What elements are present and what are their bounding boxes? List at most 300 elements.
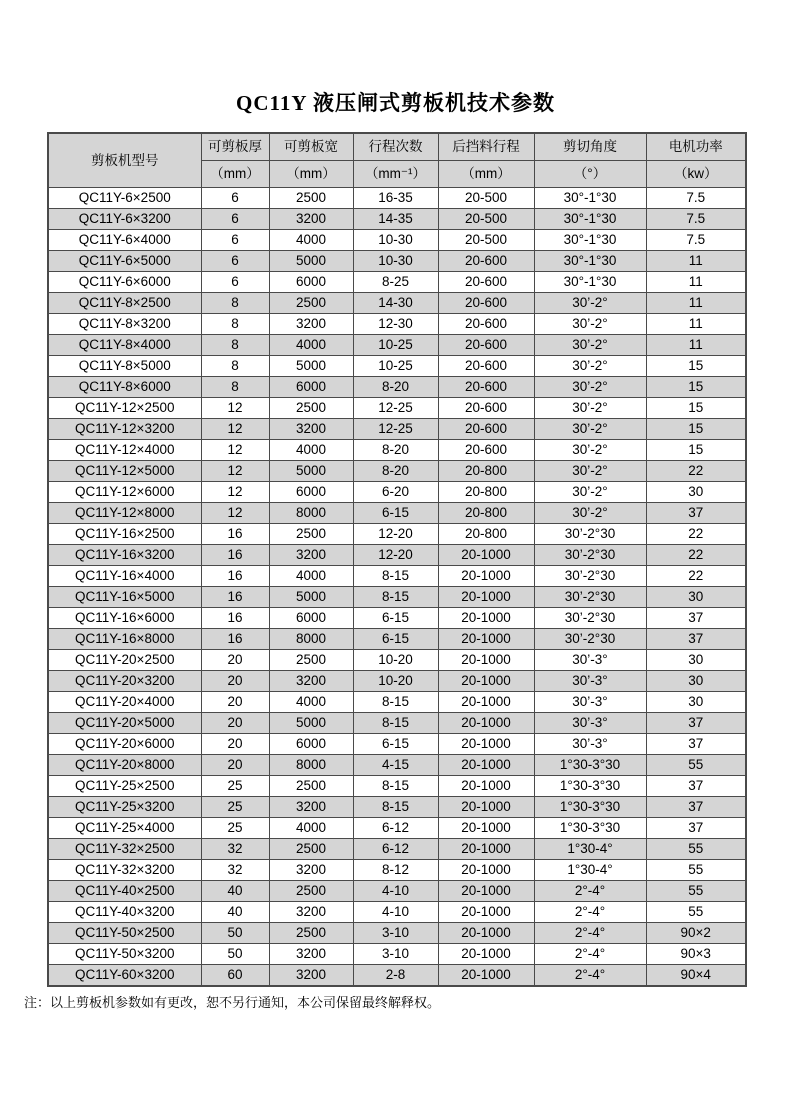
- max-width-cell: 6000: [269, 482, 353, 503]
- stroke-rate-cell: 4-10: [353, 902, 438, 923]
- stroke-rate-cell: 8-15: [353, 692, 438, 713]
- stroke-rate-cell: 8-15: [353, 566, 438, 587]
- model-cell: QC11Y-16×2500: [48, 524, 201, 545]
- stroke-rate-cell: 8-20: [353, 440, 438, 461]
- backgauge-travel-cell: 20-600: [438, 314, 534, 335]
- backgauge-travel-cell: 20-1000: [438, 902, 534, 923]
- motor-power-cell: 7.5: [646, 188, 746, 209]
- motor-power-cell: 22: [646, 461, 746, 482]
- max-width-cell: 2500: [269, 650, 353, 671]
- model-cell: QC11Y-16×5000: [48, 587, 201, 608]
- model-cell: QC11Y-6×6000: [48, 272, 201, 293]
- header-model: 剪板机型号: [48, 133, 201, 188]
- model-cell: QC11Y-12×5000: [48, 461, 201, 482]
- model-cell: QC11Y-16×8000: [48, 629, 201, 650]
- max-width-cell: 2500: [269, 524, 353, 545]
- backgauge-travel-cell: 20-1000: [438, 545, 534, 566]
- max-width-cell: 3200: [269, 965, 353, 987]
- model-cell: QC11Y-8×4000: [48, 335, 201, 356]
- shear-angle-cell: 30’-2°30: [534, 566, 646, 587]
- model-cell: QC11Y-16×4000: [48, 566, 201, 587]
- table-row: [48, 230, 746, 251]
- max-thickness-cell: 6: [201, 251, 269, 272]
- model-cell: QC11Y-25×2500: [48, 776, 201, 797]
- backgauge-travel-cell: 20-1000: [438, 860, 534, 881]
- shear-angle-cell: 30’-2°30: [534, 608, 646, 629]
- max-width-cell: 5000: [269, 713, 353, 734]
- header-shear-angle: 剪切角度: [534, 133, 646, 161]
- max-thickness-cell: 8: [201, 314, 269, 335]
- shear-angle-cell: 30’-2°: [534, 440, 646, 461]
- table-row: [48, 797, 746, 818]
- shear-angle-cell: 2°-4°: [534, 902, 646, 923]
- motor-power-cell: 30: [646, 587, 746, 608]
- max-thickness-cell: 6: [201, 188, 269, 209]
- shear-angle-cell: 30’-3°: [534, 734, 646, 755]
- stroke-rate-cell: 10-30: [353, 230, 438, 251]
- shear-angle-cell: 30’-2°: [534, 503, 646, 524]
- model-cell: QC11Y-60×3200: [48, 965, 201, 987]
- max-width-cell: 3200: [269, 902, 353, 923]
- stroke-rate-cell: 8-12: [353, 860, 438, 881]
- backgauge-travel-cell: 20-1000: [438, 629, 534, 650]
- max-thickness-cell: 6: [201, 272, 269, 293]
- header-max-thickness: 可剪板厚: [201, 133, 269, 161]
- shear-angle-cell: 30’-2°: [534, 356, 646, 377]
- max-width-cell: 3200: [269, 419, 353, 440]
- motor-power-cell: 37: [646, 503, 746, 524]
- max-width-cell: 4000: [269, 692, 353, 713]
- table-row: [48, 398, 746, 419]
- max-thickness-cell: 20: [201, 713, 269, 734]
- model-cell: QC11Y-12×3200: [48, 419, 201, 440]
- motor-power-cell: 30: [646, 482, 746, 503]
- stroke-rate-cell: 8-15: [353, 797, 438, 818]
- max-width-cell: 6000: [269, 272, 353, 293]
- backgauge-travel-cell: 20-600: [438, 440, 534, 461]
- max-thickness-cell: 40: [201, 902, 269, 923]
- shear-angle-cell: 2°-4°: [534, 944, 646, 965]
- motor-power-cell: 37: [646, 776, 746, 797]
- backgauge-travel-cell: 20-1000: [438, 692, 534, 713]
- max-width-cell: 2500: [269, 776, 353, 797]
- max-thickness-cell: 16: [201, 566, 269, 587]
- table-row: [48, 608, 746, 629]
- motor-power-cell: 11: [646, 272, 746, 293]
- table-row: [48, 902, 746, 923]
- max-width-cell: 2500: [269, 923, 353, 944]
- backgauge-travel-cell: 20-1000: [438, 608, 534, 629]
- max-thickness-cell: 8: [201, 293, 269, 314]
- backgauge-travel-cell: 20-1000: [438, 650, 534, 671]
- max-thickness-cell: 12: [201, 461, 269, 482]
- max-thickness-cell: 8: [201, 335, 269, 356]
- backgauge-travel-cell: 20-600: [438, 419, 534, 440]
- max-width-cell: 5000: [269, 251, 353, 272]
- shear-angle-cell: 30’-2°: [534, 398, 646, 419]
- stroke-rate-cell: 10-20: [353, 671, 438, 692]
- max-thickness-cell: 12: [201, 440, 269, 461]
- motor-power-cell: 90×4: [646, 965, 746, 987]
- max-thickness-cell: 20: [201, 734, 269, 755]
- table-row: [48, 503, 746, 524]
- max-thickness-cell: 16: [201, 545, 269, 566]
- unit-backgauge-travel: （mm）: [438, 161, 534, 188]
- max-thickness-cell: 50: [201, 944, 269, 965]
- max-thickness-cell: 20: [201, 692, 269, 713]
- max-width-cell: 3200: [269, 944, 353, 965]
- motor-power-cell: 15: [646, 440, 746, 461]
- max-width-cell: 4000: [269, 230, 353, 251]
- max-thickness-cell: 12: [201, 419, 269, 440]
- model-cell: QC11Y-25×3200: [48, 797, 201, 818]
- max-thickness-cell: 25: [201, 818, 269, 839]
- max-thickness-cell: 20: [201, 671, 269, 692]
- shear-angle-cell: 30’-2°: [534, 293, 646, 314]
- table-row: [48, 629, 746, 650]
- stroke-rate-cell: 10-20: [353, 650, 438, 671]
- table-row: [48, 440, 746, 461]
- model-cell: QC11Y-20×5000: [48, 713, 201, 734]
- table-row: [48, 587, 746, 608]
- table-row: [48, 545, 746, 566]
- max-width-cell: 4000: [269, 440, 353, 461]
- table-row: [48, 461, 746, 482]
- max-width-cell: 6000: [269, 608, 353, 629]
- table-row: [48, 335, 746, 356]
- shear-angle-cell: 30°-1°30: [534, 188, 646, 209]
- model-cell: QC11Y-6×3200: [48, 209, 201, 230]
- backgauge-travel-cell: 20-1000: [438, 713, 534, 734]
- model-cell: QC11Y-32×2500: [48, 839, 201, 860]
- motor-power-cell: 37: [646, 608, 746, 629]
- backgauge-travel-cell: 20-500: [438, 209, 534, 230]
- page-title: QC11Y 液压闸式剪板机技术参数: [236, 91, 555, 115]
- table-row: [48, 923, 746, 944]
- shear-angle-cell: 30’-2°30: [534, 629, 646, 650]
- model-cell: QC11Y-32×3200: [48, 860, 201, 881]
- max-thickness-cell: 12: [201, 398, 269, 419]
- stroke-rate-cell: 10-30: [353, 251, 438, 272]
- model-cell: QC11Y-50×2500: [48, 923, 201, 944]
- motor-power-cell: 90×2: [646, 923, 746, 944]
- backgauge-travel-cell: 20-1000: [438, 965, 534, 987]
- table-row: [48, 839, 746, 860]
- table-row: [48, 251, 746, 272]
- max-width-cell: 8000: [269, 629, 353, 650]
- max-width-cell: 4000: [269, 335, 353, 356]
- shear-angle-cell: 30’-3°: [534, 671, 646, 692]
- model-cell: QC11Y-6×5000: [48, 251, 201, 272]
- shear-angle-cell: 1°30-3°30: [534, 818, 646, 839]
- stroke-rate-cell: 6-15: [353, 629, 438, 650]
- stroke-rate-cell: 6-20: [353, 482, 438, 503]
- table-row: [48, 293, 746, 314]
- stroke-rate-cell: 6-12: [353, 839, 438, 860]
- motor-power-cell: 22: [646, 566, 746, 587]
- backgauge-travel-cell: 20-1000: [438, 839, 534, 860]
- model-cell: QC11Y-20×4000: [48, 692, 201, 713]
- max-thickness-cell: 16: [201, 587, 269, 608]
- model-cell: QC11Y-8×5000: [48, 356, 201, 377]
- motor-power-cell: 22: [646, 545, 746, 566]
- model-cell: QC11Y-8×6000: [48, 377, 201, 398]
- backgauge-travel-cell: 20-1000: [438, 923, 534, 944]
- stroke-rate-cell: 12-25: [353, 419, 438, 440]
- backgauge-travel-cell: 20-600: [438, 272, 534, 293]
- model-cell: QC11Y-12×2500: [48, 398, 201, 419]
- stroke-rate-cell: 8-25: [353, 272, 438, 293]
- motor-power-cell: 55: [646, 902, 746, 923]
- stroke-rate-cell: 12-25: [353, 398, 438, 419]
- max-width-cell: 2500: [269, 398, 353, 419]
- motor-power-cell: 55: [646, 881, 746, 902]
- motor-power-cell: 55: [646, 839, 746, 860]
- shear-angle-cell: 30’-2°30: [534, 545, 646, 566]
- motor-power-cell: 15: [646, 419, 746, 440]
- table-row: [48, 188, 746, 209]
- max-width-cell: 5000: [269, 356, 353, 377]
- motor-power-cell: 7.5: [646, 230, 746, 251]
- table-row: [48, 692, 746, 713]
- model-cell: QC11Y-20×6000: [48, 734, 201, 755]
- shear-angle-cell: 2°-4°: [534, 923, 646, 944]
- table-row: [48, 377, 746, 398]
- max-width-cell: 3200: [269, 860, 353, 881]
- max-thickness-cell: 12: [201, 503, 269, 524]
- model-cell: QC11Y-40×2500: [48, 881, 201, 902]
- shear-angle-cell: 30°-1°30: [534, 230, 646, 251]
- table-row: [48, 524, 746, 545]
- table-row: [48, 566, 746, 587]
- backgauge-travel-cell: 20-600: [438, 293, 534, 314]
- shear-angle-cell: 30’-2°: [534, 419, 646, 440]
- motor-power-cell: 22: [646, 524, 746, 545]
- shear-angle-cell: 30’-2°: [534, 314, 646, 335]
- backgauge-travel-cell: 20-800: [438, 461, 534, 482]
- model-cell: QC11Y-6×4000: [48, 230, 201, 251]
- shear-angle-cell: 30’-3°: [534, 650, 646, 671]
- shear-angle-cell: 30’-2°30: [534, 524, 646, 545]
- motor-power-cell: 30: [646, 692, 746, 713]
- stroke-rate-cell: 2-8: [353, 965, 438, 987]
- motor-power-cell: 11: [646, 335, 746, 356]
- backgauge-travel-cell: 20-600: [438, 398, 534, 419]
- max-width-cell: 3200: [269, 545, 353, 566]
- table-row: [48, 965, 746, 987]
- max-width-cell: 6000: [269, 734, 353, 755]
- model-cell: QC11Y-16×6000: [48, 608, 201, 629]
- max-width-cell: 4000: [269, 818, 353, 839]
- backgauge-travel-cell: 20-500: [438, 230, 534, 251]
- max-thickness-cell: 50: [201, 923, 269, 944]
- backgauge-travel-cell: 20-1000: [438, 734, 534, 755]
- table-row: [48, 881, 746, 902]
- max-thickness-cell: 40: [201, 881, 269, 902]
- shear-angle-cell: 1°30-3°30: [534, 776, 646, 797]
- unit-shear-angle: （°）: [534, 161, 646, 188]
- model-cell: QC11Y-12×8000: [48, 503, 201, 524]
- table-row: [48, 755, 746, 776]
- table-row: [48, 650, 746, 671]
- header-row-labels: [48, 133, 746, 161]
- motor-power-cell: 55: [646, 755, 746, 776]
- motor-power-cell: 15: [646, 356, 746, 377]
- model-cell: QC11Y-12×6000: [48, 482, 201, 503]
- stroke-rate-cell: 12-20: [353, 524, 438, 545]
- shear-angle-cell: 30’-3°: [534, 713, 646, 734]
- header-motor-power: 电机功率: [646, 133, 746, 161]
- shear-angle-cell: 30’-3°: [534, 692, 646, 713]
- backgauge-travel-cell: 20-600: [438, 356, 534, 377]
- model-cell: QC11Y-16×3200: [48, 545, 201, 566]
- table-row: [48, 860, 746, 881]
- table-row: [48, 671, 746, 692]
- backgauge-travel-cell: 20-600: [438, 251, 534, 272]
- stroke-rate-cell: 10-25: [353, 335, 438, 356]
- spec-table: [47, 132, 747, 987]
- stroke-rate-cell: 6-12: [353, 818, 438, 839]
- shear-angle-cell: 30’-2°: [534, 482, 646, 503]
- backgauge-travel-cell: 20-1000: [438, 881, 534, 902]
- max-thickness-cell: 25: [201, 776, 269, 797]
- max-thickness-cell: 25: [201, 797, 269, 818]
- shear-angle-cell: 30’-2°30: [534, 587, 646, 608]
- stroke-rate-cell: 3-10: [353, 944, 438, 965]
- max-thickness-cell: 60: [201, 965, 269, 987]
- unit-max-thickness: （mm）: [201, 161, 269, 188]
- motor-power-cell: 11: [646, 251, 746, 272]
- max-width-cell: 5000: [269, 461, 353, 482]
- shear-angle-cell: 30°-1°30: [534, 251, 646, 272]
- max-thickness-cell: 16: [201, 608, 269, 629]
- header-backgauge-travel: 后挡料行程: [438, 133, 534, 161]
- backgauge-travel-cell: 20-1000: [438, 818, 534, 839]
- motor-power-cell: 11: [646, 314, 746, 335]
- shear-angle-cell: 30’-2°: [534, 335, 646, 356]
- table-row: [48, 419, 746, 440]
- motor-power-cell: 15: [646, 377, 746, 398]
- motor-power-cell: 37: [646, 818, 746, 839]
- header-max-width: 可剪板宽: [269, 133, 353, 161]
- max-width-cell: 2500: [269, 293, 353, 314]
- max-thickness-cell: 8: [201, 356, 269, 377]
- table-row: [48, 356, 746, 377]
- backgauge-travel-cell: 20-800: [438, 482, 534, 503]
- shear-angle-cell: 30°-1°30: [534, 272, 646, 293]
- shear-angle-cell: 2°-4°: [534, 881, 646, 902]
- stroke-rate-cell: 10-25: [353, 356, 438, 377]
- stroke-rate-cell: 8-15: [353, 587, 438, 608]
- model-cell: QC11Y-20×8000: [48, 755, 201, 776]
- model-cell: QC11Y-6×2500: [48, 188, 201, 209]
- backgauge-travel-cell: 20-600: [438, 335, 534, 356]
- shear-angle-cell: 1°30-3°30: [534, 797, 646, 818]
- motor-power-cell: 55: [646, 860, 746, 881]
- table-row: [48, 818, 746, 839]
- max-thickness-cell: 32: [201, 860, 269, 881]
- stroke-rate-cell: 6-15: [353, 734, 438, 755]
- model-cell: QC11Y-8×3200: [48, 314, 201, 335]
- max-thickness-cell: 16: [201, 629, 269, 650]
- motor-power-cell: 30: [646, 671, 746, 692]
- motor-power-cell: 37: [646, 734, 746, 755]
- max-thickness-cell: 8: [201, 377, 269, 398]
- model-cell: QC11Y-20×3200: [48, 671, 201, 692]
- stroke-rate-cell: 14-35: [353, 209, 438, 230]
- model-cell: QC11Y-25×4000: [48, 818, 201, 839]
- stroke-rate-cell: 16-35: [353, 188, 438, 209]
- unit-stroke-rate: （mm⁻¹）: [353, 161, 438, 188]
- max-thickness-cell: 6: [201, 209, 269, 230]
- stroke-rate-cell: 12-20: [353, 545, 438, 566]
- shear-angle-cell: 30’-2°: [534, 377, 646, 398]
- motor-power-cell: 90×3: [646, 944, 746, 965]
- stroke-rate-cell: 12-30: [353, 314, 438, 335]
- motor-power-cell: 37: [646, 629, 746, 650]
- max-width-cell: 2500: [269, 839, 353, 860]
- model-cell: QC11Y-20×2500: [48, 650, 201, 671]
- table-row: [48, 776, 746, 797]
- max-width-cell: 8000: [269, 503, 353, 524]
- backgauge-travel-cell: 20-1000: [438, 944, 534, 965]
- backgauge-travel-cell: 20-1000: [438, 566, 534, 587]
- max-thickness-cell: 16: [201, 524, 269, 545]
- footnote: 注：以上剪板机参数如有更改，恕不另行通知，本公司保留最终解释权。: [24, 995, 441, 1010]
- model-cell: QC11Y-8×2500: [48, 293, 201, 314]
- table-row: [48, 944, 746, 965]
- model-cell: QC11Y-40×3200: [48, 902, 201, 923]
- unit-max-width: （mm）: [269, 161, 353, 188]
- table-row: [48, 713, 746, 734]
- table-header: [48, 133, 746, 188]
- table-body: [48, 188, 746, 987]
- shear-angle-cell: 30°-1°30: [534, 209, 646, 230]
- max-width-cell: 3200: [269, 671, 353, 692]
- table-row: [48, 482, 746, 503]
- shear-angle-cell: 1°30-3°30: [534, 755, 646, 776]
- max-width-cell: 2500: [269, 188, 353, 209]
- backgauge-travel-cell: 20-800: [438, 524, 534, 545]
- stroke-rate-cell: 8-20: [353, 377, 438, 398]
- stroke-rate-cell: 4-15: [353, 755, 438, 776]
- stroke-rate-cell: 14-30: [353, 293, 438, 314]
- model-cell: QC11Y-50×3200: [48, 944, 201, 965]
- stroke-rate-cell: 3-10: [353, 923, 438, 944]
- backgauge-travel-cell: 20-800: [438, 503, 534, 524]
- max-width-cell: 3200: [269, 314, 353, 335]
- stroke-rate-cell: 8-15: [353, 713, 438, 734]
- max-width-cell: 6000: [269, 377, 353, 398]
- header-stroke-rate: 行程次数: [353, 133, 438, 161]
- shear-angle-cell: 30’-2°: [534, 461, 646, 482]
- max-width-cell: 8000: [269, 755, 353, 776]
- motor-power-cell: 37: [646, 713, 746, 734]
- backgauge-travel-cell: 20-1000: [438, 671, 534, 692]
- motor-power-cell: 37: [646, 797, 746, 818]
- model-cell: QC11Y-12×4000: [48, 440, 201, 461]
- motor-power-cell: 7.5: [646, 209, 746, 230]
- unit-motor-power: （kw）: [646, 161, 746, 188]
- backgauge-travel-cell: 20-500: [438, 188, 534, 209]
- table-row: [48, 209, 746, 230]
- backgauge-travel-cell: 20-1000: [438, 776, 534, 797]
- stroke-rate-cell: 8-15: [353, 776, 438, 797]
- max-thickness-cell: 20: [201, 650, 269, 671]
- max-width-cell: 5000: [269, 587, 353, 608]
- max-thickness-cell: 12: [201, 482, 269, 503]
- max-width-cell: 2500: [269, 881, 353, 902]
